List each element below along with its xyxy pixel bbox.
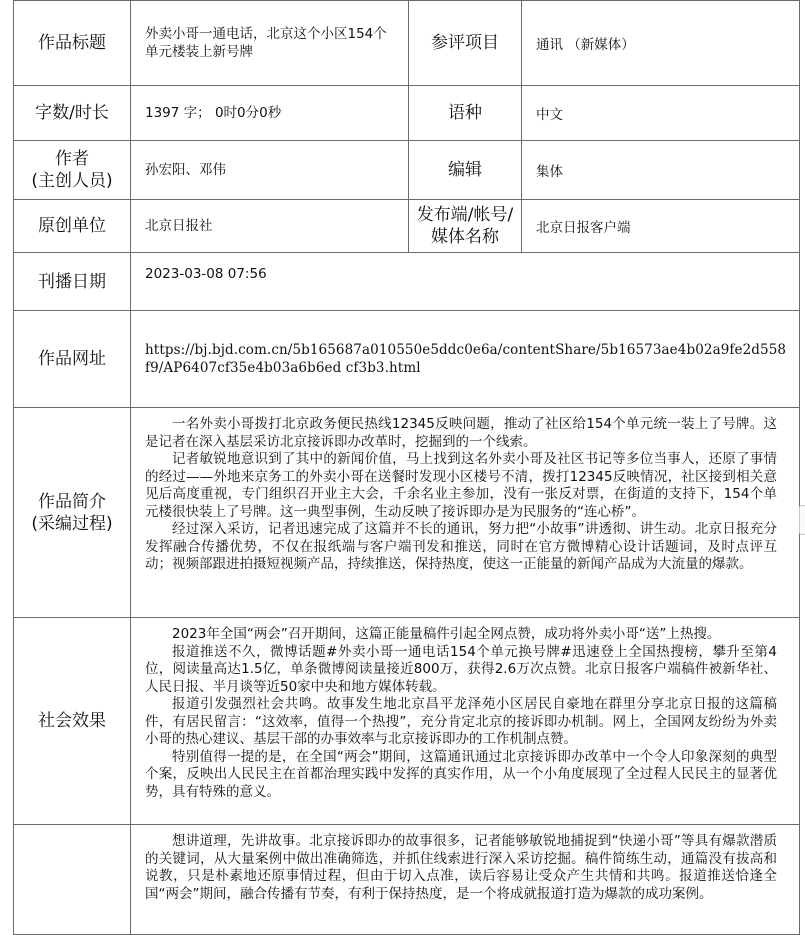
row-title — [14, 1, 800, 86]
intro-label-line2: (采编过程) — [31, 513, 113, 534]
effect-paragraph-1: 2023年全国“两会”召开期间，这篇正能量稿件引起全网点赞，成功将外卖小哥“送”上热搜。 — [172, 626, 721, 642]
comment-label — [14, 825, 131, 935]
project-value: 通讯 （新媒体） — [522, 1, 800, 86]
comment-paragraph-1: 想讲道理，先讲故事。北京接诉即办的故事很多，记者能够敏锐地捕捉到“快递小哥”等具有爆款潜质的关键词，从大量案例中做出准确筛选，并抓住线索进行深入采访挖掘。稿件简练生动，通篇没有拔高和说教，只是朴素地还原事情过程，但由于切入点准，读后容易让受众产生共情和共鸣。报道推送恰逢全国“两会”期间，融合传播有节奏，有利于保持热度，是一个将成就报道打造为爆款的成功案例。 — [145, 833, 777, 902]
intro-label — [14, 408, 131, 618]
row-comment — [14, 825, 800, 935]
unit-value: 北京日报社 — [131, 200, 409, 253]
url-label: 作品网址 — [14, 311, 131, 408]
row-author — [14, 141, 800, 200]
title-label: 作品标题 — [14, 1, 131, 86]
effect-label: 社会效果 — [14, 618, 131, 825]
author-label-line1: 作者 — [55, 149, 89, 169]
effect-paragraph-4: 特别值得一提的是，在全国“两会”期间，这篇通讯通过北京接诉即办改革中一个令人印象深刻的典型个案，反映出人民民主在首都治理实践中发挥的真实作用，从一个小角度展现了全过程人民民主的显著优势，具有特殊的意义。 — [145, 748, 777, 800]
effect-body — [131, 618, 800, 825]
words-value: 1397 字； 0时0分0秒 — [131, 86, 409, 141]
intro-paragraph-1: 一名外卖小哥拨打北京政务便民热线12345反映问题，推动了社区给154个单元统一装上了号牌。这是记者在深入基层采访北京接诉即办改革时，挖掘到的一个线索。 — [145, 416, 777, 450]
intro-paragraph-3: 经过深入采访，记者迅速完成了这篇并不长的通讯，努力把“小故事”讲透彻、讲生动。北京日报充分发挥融合传播优势，不仅在报纸端与客户端刊发和推送，同时在官方微博精心设计话题词，及时点评互动；视频部跟进拍摄短视频产品，持续推送，保持热度，使这一正能量的新闻产品成为大流量的爆款。 — [145, 521, 777, 572]
row-date — [14, 253, 800, 311]
row-effect — [14, 618, 800, 825]
row-intro — [14, 408, 800, 618]
editor-value: 集体 — [522, 141, 800, 200]
intro-paragraph-2: 记者敏锐地意识到了其中的新闻价值，马上找到这名外卖小哥及社区书记等多位当事人，还原了事情的经过——外地来京务工的外卖小哥在送餐时发现小区楼号不清，拨打12345反映情况，社区接到相关意见后高度重视，专门组织召开业主大会，千余名业主参加，没有一张反对票，在街道的支持下，154个单元楼很快装上了号牌。这一典型事例，生动反映了接诉即办是为民服务的“连心桥”。 — [145, 451, 777, 520]
intro-body — [131, 408, 800, 618]
intro-label-line1: 作品简介 — [38, 491, 106, 512]
comment-body — [131, 825, 800, 935]
project-label: 参评项目 — [409, 1, 522, 86]
author-label-line2: (主创人员) — [31, 171, 113, 191]
effect-paragraph-2: 报道推送不久，微博话题#外卖小哥一通电话154个单元换号牌#迅速登上全国热搜榜，攀升至第4位，阅读量高达1.5亿，单条微博阅读量接近800万，获得2.6万次点赞。北京日报客户端稿件被新华社、人民日报、半月谈等近50家中央和地方媒体转载。 — [145, 643, 777, 695]
language-value: 中文 — [522, 86, 800, 141]
row-words — [14, 86, 800, 141]
row-url — [14, 311, 800, 408]
side-scroll-handle[interactable] — [799, 505, 805, 535]
row-unit — [14, 200, 800, 253]
entry-form-table — [13, 0, 800, 935]
words-label: 字数/时长 — [14, 86, 131, 141]
author-label — [14, 141, 131, 200]
effect-paragraph-3: 报道引发强烈社会共鸣。故事发生地北京昌平龙泽苑小区居民自豪地在群里分享北京日报的这篇稿件，有居民留言：“这效率，值得一个热搜”，充分肯定北京的接诉即办机制。网上，全国网友纷纷为外卖小哥的热心建议、基层干部的办事效率与北京接诉即办的工作机制点赞。 — [145, 696, 777, 747]
editor-label: 编辑 — [409, 141, 522, 200]
unit-label: 原创单位 — [14, 200, 131, 253]
publisher-label-line1: 发布端/帐号/ — [416, 205, 514, 225]
publisher-label-line2: 媒体名称 — [431, 227, 499, 247]
title-value: 外卖小哥一通电话，北京这个小区154个单元楼装上新号牌 — [131, 1, 409, 86]
publisher-value: 北京日报客户端 — [522, 200, 800, 253]
date-value: 2023-03-08 07:56 — [131, 253, 800, 311]
language-label: 语种 — [409, 86, 522, 141]
date-label: 刊播日期 — [14, 253, 131, 311]
publisher-label — [409, 200, 522, 253]
url-value[interactable]: https://bj.bjd.com.cn/5b165687a010550e5ddc0e6a/contentShare/5b16573ae4b02a9fe2d558f9/AP6407cf35e4b03a6b6ed cf3b3.html — [131, 311, 800, 408]
author-value: 孙宏阳、邓伟 — [131, 141, 409, 200]
